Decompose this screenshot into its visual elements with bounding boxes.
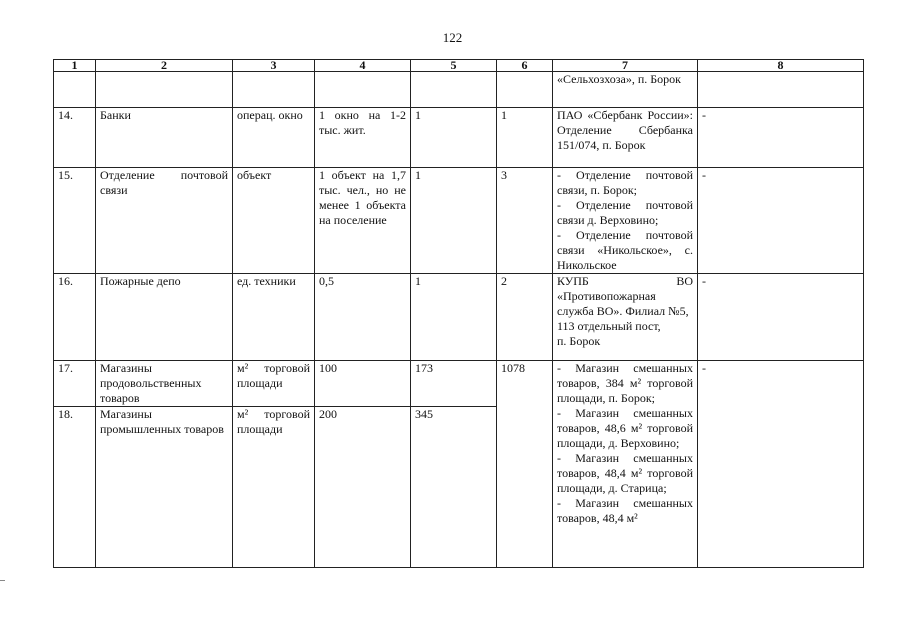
facility-name: Отделение почтовой связи xyxy=(96,168,233,274)
unit-cell: операц. окно xyxy=(233,108,315,168)
table-row-continuation xyxy=(54,72,864,108)
note-cell: - xyxy=(698,168,864,274)
actual-cell: 1078 xyxy=(497,361,553,568)
object-line: - Магазин смешанных товаров, 48,4 м² xyxy=(557,496,693,525)
object-line: Отделение Сбербанка 151/074, п. Борок xyxy=(557,123,693,152)
header-cell: 8 xyxy=(698,60,864,72)
unit-cell: ед. техники xyxy=(233,274,315,361)
table-row xyxy=(54,361,864,407)
header-cell: 4 xyxy=(315,60,411,72)
table-row xyxy=(54,274,864,361)
need-cell: 1 xyxy=(411,108,497,168)
object-line: - Магазин смешанных товаров, 48,6 м² торговой площади, д. Верховино; xyxy=(557,406,693,450)
unit-text: м² торговой площади xyxy=(237,407,310,436)
row-number: 15. xyxy=(54,168,96,274)
facility-name: Пожарные депо xyxy=(96,274,233,361)
page-number: 122 xyxy=(442,30,463,45)
object-line: - Магазин смешанных товаров, 384 м² торговой площади, п. Борок; xyxy=(557,361,693,405)
object-line: 113 отдельный пост, xyxy=(557,319,661,333)
object-line: - Отделение почтовой связи д. Верховино; xyxy=(557,198,693,227)
header-cell: 6 xyxy=(497,60,553,72)
objects-cell xyxy=(553,168,698,274)
header-cell: 1 xyxy=(54,60,96,72)
planning-table xyxy=(53,59,864,568)
object-line: ПАО «Сбербанк России»: xyxy=(557,108,693,122)
objects-cell xyxy=(553,108,698,168)
facility-name: Магазины промышленных товаров xyxy=(96,407,233,568)
need-cell: 173 xyxy=(411,361,497,407)
row-number: 16. xyxy=(54,274,96,361)
row-number: 17. xyxy=(54,361,96,407)
objects-cell: «Сельхозхоза», п. Борок xyxy=(553,72,698,108)
table-row xyxy=(54,108,864,168)
header-cell: 2 xyxy=(96,60,233,72)
norm-cell: 1 объект на 1,7 тыс. чел., но не менее 1 объекта на поселение xyxy=(315,168,411,274)
need-cell: 1 xyxy=(411,274,497,361)
object-line: - Отделение почтовой связи, п. Борок; xyxy=(557,168,693,197)
norm-cell: 1 окно на 1-2 тыс. жит. xyxy=(315,108,411,168)
header-cell: 7 xyxy=(553,60,698,72)
facility-name: Магазины продовольственных товаров xyxy=(96,361,233,407)
norm-cell: 200 xyxy=(315,407,411,568)
note-cell: - xyxy=(698,361,864,568)
object-line: - Магазин смешанных товаров, 48,4 м² торговой площади, д. Старица; xyxy=(557,451,693,495)
actual-cell: 3 xyxy=(497,168,553,274)
row-number: 14. xyxy=(54,108,96,168)
actual-cell: 1 xyxy=(497,108,553,168)
header-cell: 3 xyxy=(233,60,315,72)
need-cell: 1 xyxy=(411,168,497,274)
note-cell: - xyxy=(698,108,864,168)
header-cell: 5 xyxy=(411,60,497,72)
unit-cell xyxy=(233,407,315,568)
norm-cell: 100 xyxy=(315,361,411,407)
note-cell: - xyxy=(698,274,864,361)
header-row xyxy=(54,60,864,72)
row-number: 18. xyxy=(54,407,96,568)
table-row xyxy=(54,168,864,274)
norm-cell: 0,5 xyxy=(315,274,411,361)
unit-cell xyxy=(233,361,315,407)
objects-cell xyxy=(553,274,698,361)
objects-cell xyxy=(553,361,698,568)
object-line: - Отделение почтовой связи «Никольское», с. Никольское xyxy=(557,228,693,272)
object-line: КУПБ ВО «Противопожарная служба ВО». Филиал №5, xyxy=(557,274,693,318)
unit-text: м² торговой площади xyxy=(237,361,310,390)
margin-mark xyxy=(0,580,5,581)
need-cell: 345 xyxy=(411,407,497,568)
unit-cell: объект xyxy=(233,168,315,274)
object-line: п. Борок xyxy=(557,334,601,348)
facility-name: Банки xyxy=(96,108,233,168)
actual-cell: 2 xyxy=(497,274,553,361)
